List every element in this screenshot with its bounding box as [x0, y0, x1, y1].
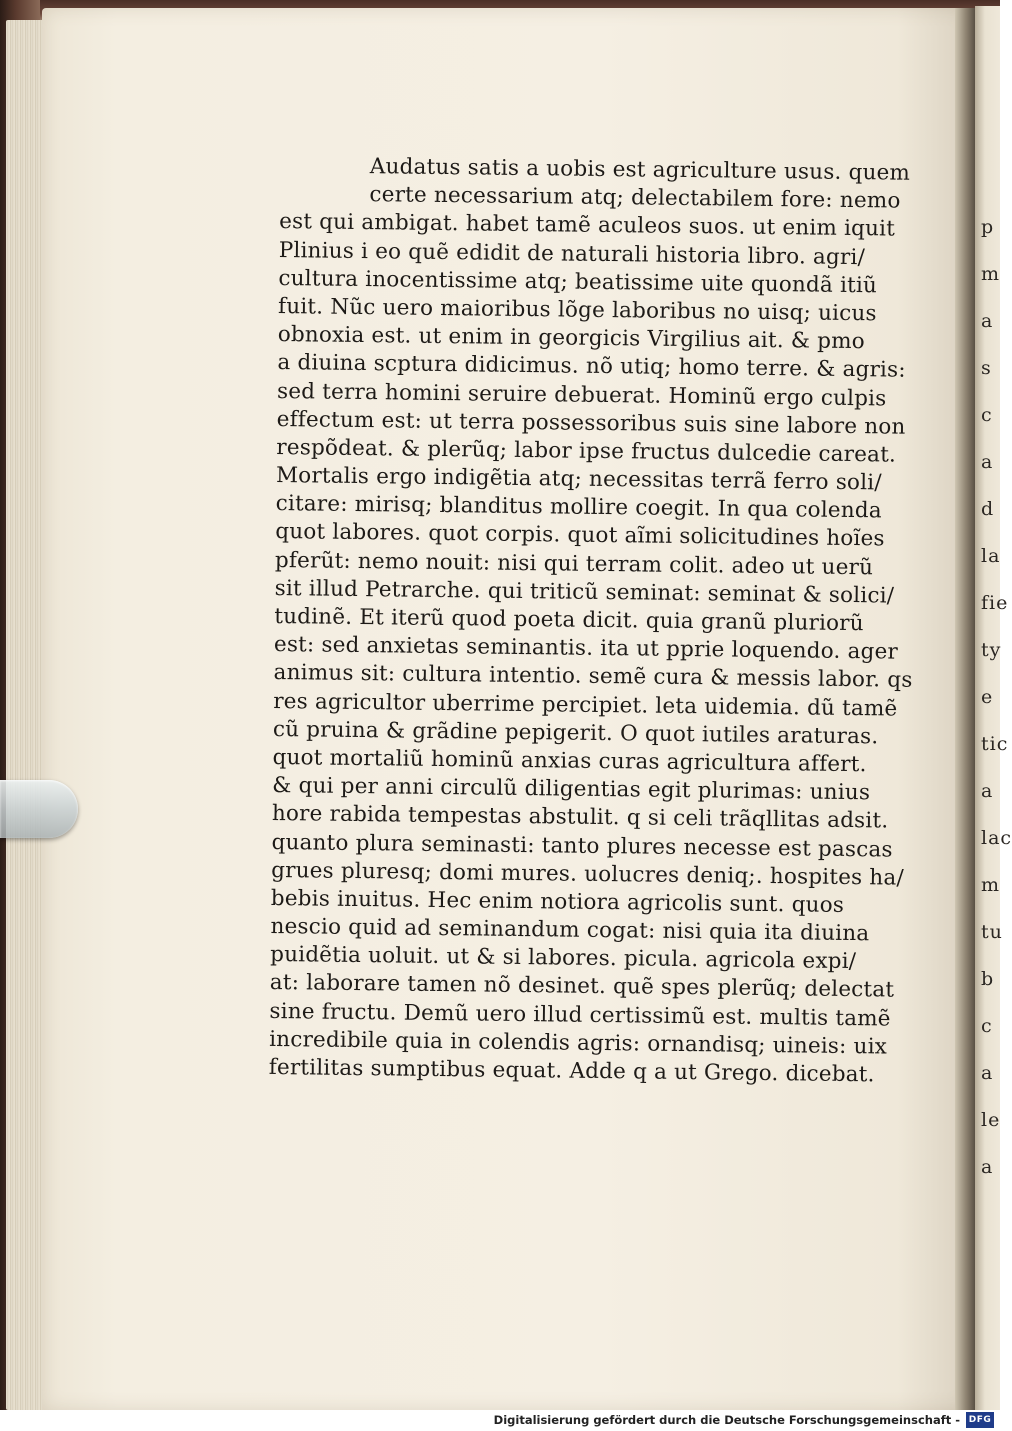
adjacent-page-fragment: tic	[981, 733, 1009, 755]
text-line: incredibile quia in colendis agris: ornandisq; uineis: uix	[269, 1026, 888, 1060]
text-line: est: sed anxietas seminantis. ita ut pprie loquendo. ager	[273, 632, 899, 665]
adjacent-page-fragment: ty	[981, 639, 1002, 661]
adjacent-page-fragment: la	[981, 545, 1001, 567]
text-line: quot mortaliũ hominũ anxias curas agricultura affert.	[272, 744, 867, 778]
adjacent-page-fragment: e	[981, 686, 994, 708]
adjacent-page-fragment: m	[981, 263, 1001, 285]
text-line: nescio quid ad seminandum cogat: nisi quia ita diuina	[270, 914, 870, 947]
text-line: est qui ambigat. habet tamẽ aculeos suos. ut enim iquit	[278, 209, 896, 242]
adjacent-page-fragment: d	[981, 498, 995, 520]
text-line: at: laborare tamen nõ desinet. quẽ spes plerũq; delectat	[269, 970, 895, 1004]
adjacent-page-fragment: m	[981, 874, 1001, 896]
text-line: Plinius i eo quẽ edidit de naturali historia libro. agri/	[278, 237, 866, 270]
adjacent-page-fragment: fie	[981, 592, 1009, 614]
dfg-logo-icon: DFG	[966, 1412, 994, 1428]
text-line: citare: mirisq; blanditus mollire coegit. In qua colenda	[275, 491, 882, 524]
text-line: tudinẽ. Et iterũ quod poeta dicit. quia granũ pluriorũ	[274, 603, 864, 637]
text-line: grues pluresq; domi mures. uolucres deniq;. hospites ha/	[271, 857, 905, 891]
adjacent-page-fragment: s	[981, 357, 992, 379]
text-line: obnoxia est. ut enim in georgicis Virgilius ait. & pmo	[277, 322, 866, 355]
text-line: animus sit: cultura intentio. semẽ cura & messis labor. qs	[273, 660, 913, 694]
adjacent-page-fragment: a	[981, 310, 994, 332]
adjacent-page-fragment: a	[981, 451, 994, 473]
adjacent-page-fragment: a	[981, 780, 994, 802]
text-line: fuit. Nũc uero maioribus lõge laboribus no uisq; uicus	[277, 293, 877, 327]
text-line: sit illud Petrarche. qui triticũ seminat: seminat & solici/	[274, 575, 895, 609]
adjacent-page-fragment: tu	[981, 921, 1003, 943]
adjacent-page-fragment: c	[981, 404, 993, 426]
text-line: & qui per anni circulũ diligentias egit plurimas: unius	[272, 773, 871, 806]
text-line: fertilitas sumptibus equat. Adde q a ut Grego. dicebat.	[268, 1054, 875, 1088]
adjacent-page-fragment: le	[981, 1109, 1001, 1131]
text-line: puidẽtia uoluit. ut & si labores. picula. agricola expi/	[270, 942, 857, 975]
text-line: res agricultor uberrime percipiet. leta uidemia. dũ tamẽ	[273, 688, 898, 722]
adjacent-page-fragment: b	[981, 968, 995, 990]
adjacent-page-fragment: lac	[981, 827, 1012, 849]
adjacent-page-fragment: a	[981, 1156, 994, 1178]
text-line: respõdeat. & plerũq; labor ipse fructus dulcedie careat.	[276, 434, 897, 468]
text-line: a diuina scptura didicimus. nõ utiq; homo terre. & agris:	[277, 350, 906, 383]
text-line: sine fructu. Demũ uero illud certissimũ est. multis tamẽ	[269, 998, 891, 1032]
adjacent-page-fragment: p	[981, 216, 995, 238]
adjacent-page-fragment: a	[981, 1062, 994, 1084]
text-line: effectum est: ut terra possessoribus suis sine labore non	[276, 406, 906, 440]
text-line: cultura inocentissime atq; beatissime uite quondã itiũ	[278, 265, 878, 299]
funding-credit: Digitalisierung gefördert durch die Deutsche Forschungsgemeinschaft -	[493, 1413, 960, 1427]
text-line: Mortalis ergo indigẽtia atq; necessitas terrã ferro soli/	[275, 463, 882, 496]
text-line: cũ pruina & grãdine pepigerit. O quot iutiles araturas.	[272, 716, 879, 750]
footer-bar	[0, 1410, 1000, 1431]
text-line: hore rabida tempestas abstulit. q si celi trãqllitas adsit.	[271, 801, 889, 834]
text-line: pferũt: nemo nouit: nisi qui terram colit. adeo ut uerũ	[274, 547, 874, 580]
page-holder-clip	[0, 780, 78, 838]
text-line: bebis inuitus. Hec enim notiora agricolis sunt. quos	[270, 885, 845, 918]
page-body-text	[268, 152, 913, 1089]
adjacent-page	[975, 6, 1012, 1410]
text-line: certe necessarium atq; delectabilem fore: nemo	[369, 182, 901, 214]
adjacent-page-fragment: c	[981, 1015, 993, 1037]
text-line: quanto plura seminasti: tanto plures necesse est pascas	[271, 829, 893, 863]
text-line: Audatus satis a uobis est agriculture usus. quem	[369, 154, 911, 186]
text-line: quot labores. quot corpis. quot aĩmi solicitudines hoĩes	[275, 519, 885, 552]
text-line: sed terra homini seruire debuerat. Hominũ ergo culpis	[276, 378, 887, 411]
page-edges	[6, 20, 46, 1410]
